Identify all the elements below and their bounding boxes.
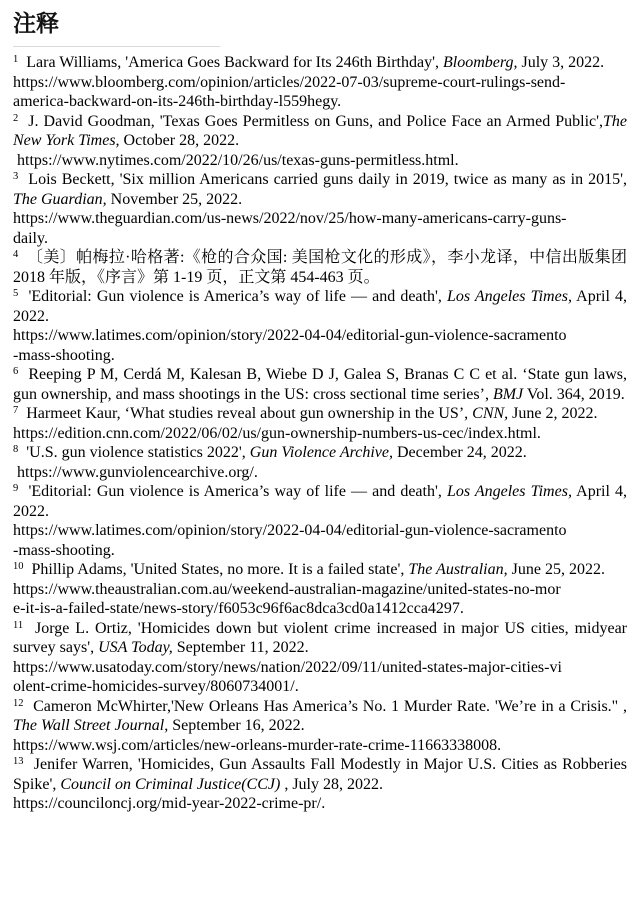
publication-name: USA Today, — [98, 639, 173, 656]
footnote-item — [13, 248, 627, 287]
publication-name: The New York Times, — [13, 112, 627, 149]
footnote-text: June 2, 2022. https://edition.cnn.com/2022/06/02/us/gun-ownership-numbers-us-cec/index.html. — [13, 405, 598, 442]
footnote-number: 9 — [13, 483, 19, 495]
footnote-text: 'Editorial: Gun violence is America’s way of life — and death', — [28, 288, 447, 305]
footnote-number: 8 — [13, 444, 19, 456]
footnote-number: 5 — [13, 288, 19, 300]
footnote-item — [13, 53, 627, 112]
footnote-text: Phillip Adams, 'United States, no more. It is a failed state', — [31, 561, 409, 578]
footnote-number: 12 — [13, 697, 24, 709]
footnote-item — [13, 112, 627, 171]
footnote-text: , July 28, 2022. https://counciloncj.org/mid-year-2022-crime-pr/. — [13, 775, 383, 812]
footnote-text: April 4, 2022. https://www.latimes.com/opinion/story/2022-04-04/editorial-gun-violence-sacramento -mass-shooting. — [13, 288, 628, 364]
footnote-item — [13, 170, 627, 248]
footnote-number: 10 — [13, 561, 24, 573]
publication-name: The Australian, — [408, 561, 508, 578]
publication-name: Los Angeles Times, — [446, 483, 572, 500]
footnotes-list — [13, 53, 627, 814]
publication-name: CNN, — [472, 405, 509, 422]
footnote-item — [13, 619, 627, 697]
footnote-text: 'Editorial: Gun violence is America’s way of life — and death', — [28, 483, 447, 500]
publication-name: Bloomberg, — [442, 54, 518, 71]
footnote-text: Vol. 364, 2019. — [523, 385, 625, 403]
footnote-item — [13, 365, 627, 404]
publication-name: BMJ — [492, 385, 524, 403]
footnote-text: October 28, 2022. https://www.nytimes.com/2022/10/26/us/texas-guns-permitless.html. — [13, 132, 459, 169]
footnote-number: 1 — [13, 54, 19, 66]
footnote-text: Jenifer Warren, 'Homicides, Gun Assaults Fall Modestly in Major U.S. Cities as Robberies Spike', — [13, 756, 627, 793]
publication-name: The Guardian, — [13, 190, 107, 208]
footnote-text: Lara Williams, 'America Goes Backward for Its 246th Birthday', — [26, 54, 443, 71]
footnote-number: 4 — [13, 249, 19, 261]
footnote-text: November 25, 2022. https://www.theguardian.com/us-news/2022/nov/25/how-many-americans-carry-guns- daily. — [13, 190, 567, 247]
footnote-text: July 3, 2022. https://www.bloomberg.com/opinion/articles/2022-07-03/supreme-court-rulings-send- america-backward-on-its-246th-birthday-l559hegy. — [13, 54, 605, 110]
footnote-text: Cameron McWhirter,'New Orleans Has America’s No. 1 Murder Rate. 'We’re in a Crisis." , — [33, 697, 628, 715]
publication-name: Los Angeles Times, — [446, 288, 572, 305]
footnote-number: 3 — [13, 171, 19, 183]
title-divider — [13, 46, 220, 47]
footnote-text: December 24, 2022. https://www.gunviolencearchive.org/. — [13, 444, 527, 481]
footnote-number: 13 — [13, 756, 24, 768]
publication-name: Gun Violence Archive, — [249, 444, 393, 461]
footnote-text: Reeping P M, Cerdá M, Kalesan B, Wiebe D J, Galea S, Branas C C et al. ‘State gun laws, gun ownership, and mass shootings in the US: cross sectional time series’, — [13, 366, 627, 403]
publication-name: The Wall Street Journal, — [13, 717, 169, 734]
footnote-item — [13, 482, 627, 560]
footnote-item — [13, 404, 627, 443]
footnote-text: September 16, 2022. https://www.wsj.com/articles/new-orleans-murder-rate-crime-11663338008. — [13, 717, 502, 754]
footnote-number: 7 — [13, 405, 19, 417]
footnote-item — [13, 697, 627, 756]
footnote-text: Jorge L. Ortiz, 'Homicides down but violent crime increased in major US cities, midyear survey says', — [13, 619, 628, 656]
footnote-number: 6 — [13, 366, 19, 378]
footnote-text: J. David Goodman, 'Texas Goes Permitless on Guns, and Police Face an Armed Public', — [28, 112, 603, 130]
footnote-item — [13, 443, 627, 482]
page-title: 注释 — [13, 10, 59, 36]
footnote-text: Lois Beckett, 'Six million Americans carried guns daily in 2019, twice as many as in 2015', — [28, 171, 628, 188]
footnote-number: 11 — [13, 619, 24, 631]
publication-name: Council on Criminal Justice(CCJ) — [60, 775, 281, 793]
footnote-text: September 11, 2022. https://www.usatoday.com/story/news/nation/2022/09/11/united-states-major-cities-vi olent-crime-homicides-survey/8060734001/. — [13, 639, 562, 695]
footnote-item — [13, 560, 627, 619]
footnote-number: 2 — [13, 112, 19, 124]
footnote-text: 〔美〕帕梅拉·哈格著:《枪的合众国: 美国枪文化的形成》，李小龙译，中信出版集团 2018 年版，《序言》第 1-19 页，正文第 454-463 页。 — [13, 249, 627, 286]
footnote-item — [13, 755, 627, 814]
footnote-item — [13, 287, 627, 365]
footnote-text: Harmeet Kaur, ‘What studies reveal about gun ownership in the US’, — [26, 405, 473, 422]
footnote-text: April 4, 2022. https://www.latimes.com/opinion/story/2022-04-04/editorial-gun-violence-sacramento -mass-shooting. — [13, 483, 628, 559]
footnote-text: June 25, 2022. https://www.theaustralian.com.au/weekend-australian-magazine/united-states-no-mor e-it-is-a-failed-state/news-story/f6053c96f6ac8dca3cd0a1412cca4297. — [13, 561, 605, 617]
footnote-text: 'U.S. gun violence statistics 2022', — [26, 444, 250, 461]
